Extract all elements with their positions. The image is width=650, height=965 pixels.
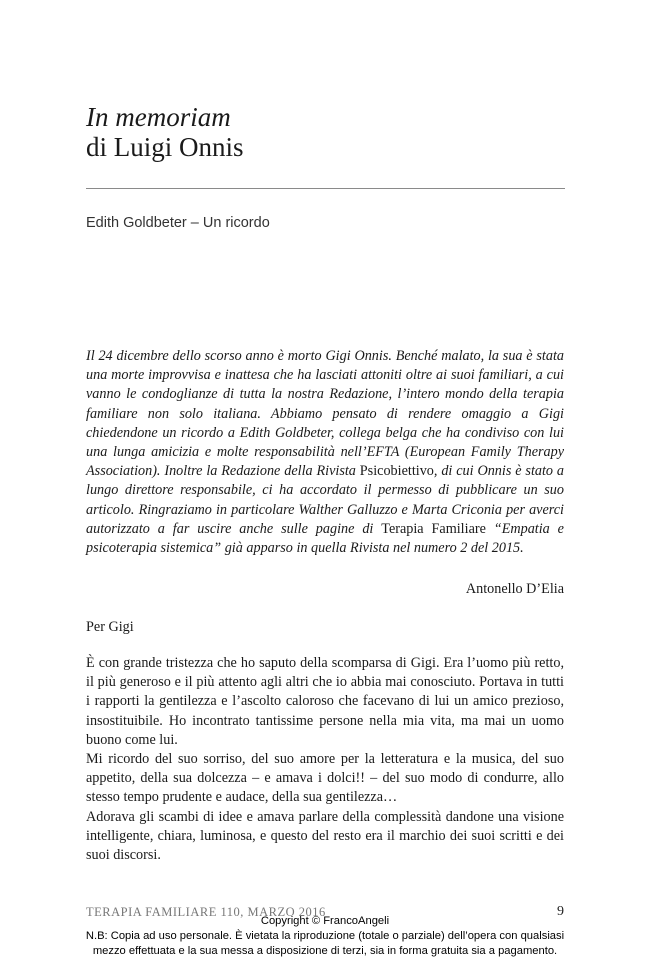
title-divider <box>86 188 565 189</box>
intro-text-part2: , di cui Onnis è stato a lungo direttore responsabile, ci ha accordato il permesso di pubblicare un suo articolo. Ringraziamo in particolare Walther Galluzzo e Marta Criconia per averci autorizzato a far uscire anche sulle pagine di <box>86 463 564 537</box>
usage-notice-line: mezzo effettuata e la sua messa a disposizione di terzi, sia in forma gratuita sia a pagamento. <box>92 945 558 957</box>
page-number: 9 <box>557 904 564 919</box>
title-luigi-onnis: di Luigi Onnis <box>86 132 244 162</box>
intro-journal-psicobiettivo: Psicobiettivo <box>359 463 434 480</box>
article-title <box>86 102 244 162</box>
intro-journal-terapia-familiare: Terapia Familiare <box>381 520 486 537</box>
usage-notice-line: N.B: Copia ad uso personale. È vietata la riproduzione (totale o parziale) dell’opera con qualsiasi <box>85 930 565 942</box>
usage-notice <box>0 929 650 959</box>
title-in-memoriam: In memoriam <box>86 102 231 132</box>
letter-paragraph: È con grande tristezza che ho saputo della scomparsa di Gigi. Era l’uomo più retto, il più generoso e il più attento agli altri che io abbia mai conosciuto. Portava in tutti i rapporti la gentilezza e l’ascolto caloroso che facevano di lui un amico prezioso, insostituibile. Ho incontrato tantissime persone nella mia vita, ma mai un uomo buono come lui. <box>86 655 564 748</box>
article-subtitle: Edith Goldbeter – Un ricordo <box>86 215 270 231</box>
letter-paragraph: Mi ricordo del suo sorriso, del suo amore per la letteratura e la musica, del suo appetito, della sua dolcezza – e amava i dolci!! – del suo modo di condurre, allo stesso tempo prudente e audace, della sua gentilezza… <box>86 751 564 806</box>
intro-text-part1: Il 24 dicembre dello scorso anno è morto Gigi Onnis. Benché malato, la sua è stata una morte improvvisa e inattesa che ha lasciati attoniti oltre ai suoi familiari, a cui vanno le condoglianze di tutta la nostra Redazione, l’intero mondo della terapia familiare non solo italiana. Abbiamo pensato di rendere omaggio a Gigi chiedendone un ricordo a Edith Goldbeter, collega belga che ha condiviso con lui una lunga amicizia e molte responsabilità nell’EFTA (European Family Therapy Association). Inoltre la Redazione della Rivista <box>86 348 564 480</box>
intro-paragraph <box>86 347 564 558</box>
intro-signature: Antonello D’Elia <box>465 581 564 597</box>
intro-text-part3: “Empatia e psicoterapia sistemica” già apparso in quella Rivista nel numero 2 del 2015. <box>86 520 564 557</box>
footer-journal-issue: TERAPIA FAMILIARE 110, MARZO 2016 <box>86 905 326 919</box>
letter-paragraph: Adorava gli scambi di idee e amava parlare della complessità dandone una visione intelligente, chiara, luminosa, e questo del resto era il marchio dei suoi scritti e dei suoi discorsi. <box>86 808 564 864</box>
copyright-notice: Copyright © FrancoAngeli <box>260 915 390 927</box>
letter-body <box>86 654 564 865</box>
letter-heading: Per Gigi <box>86 619 134 635</box>
